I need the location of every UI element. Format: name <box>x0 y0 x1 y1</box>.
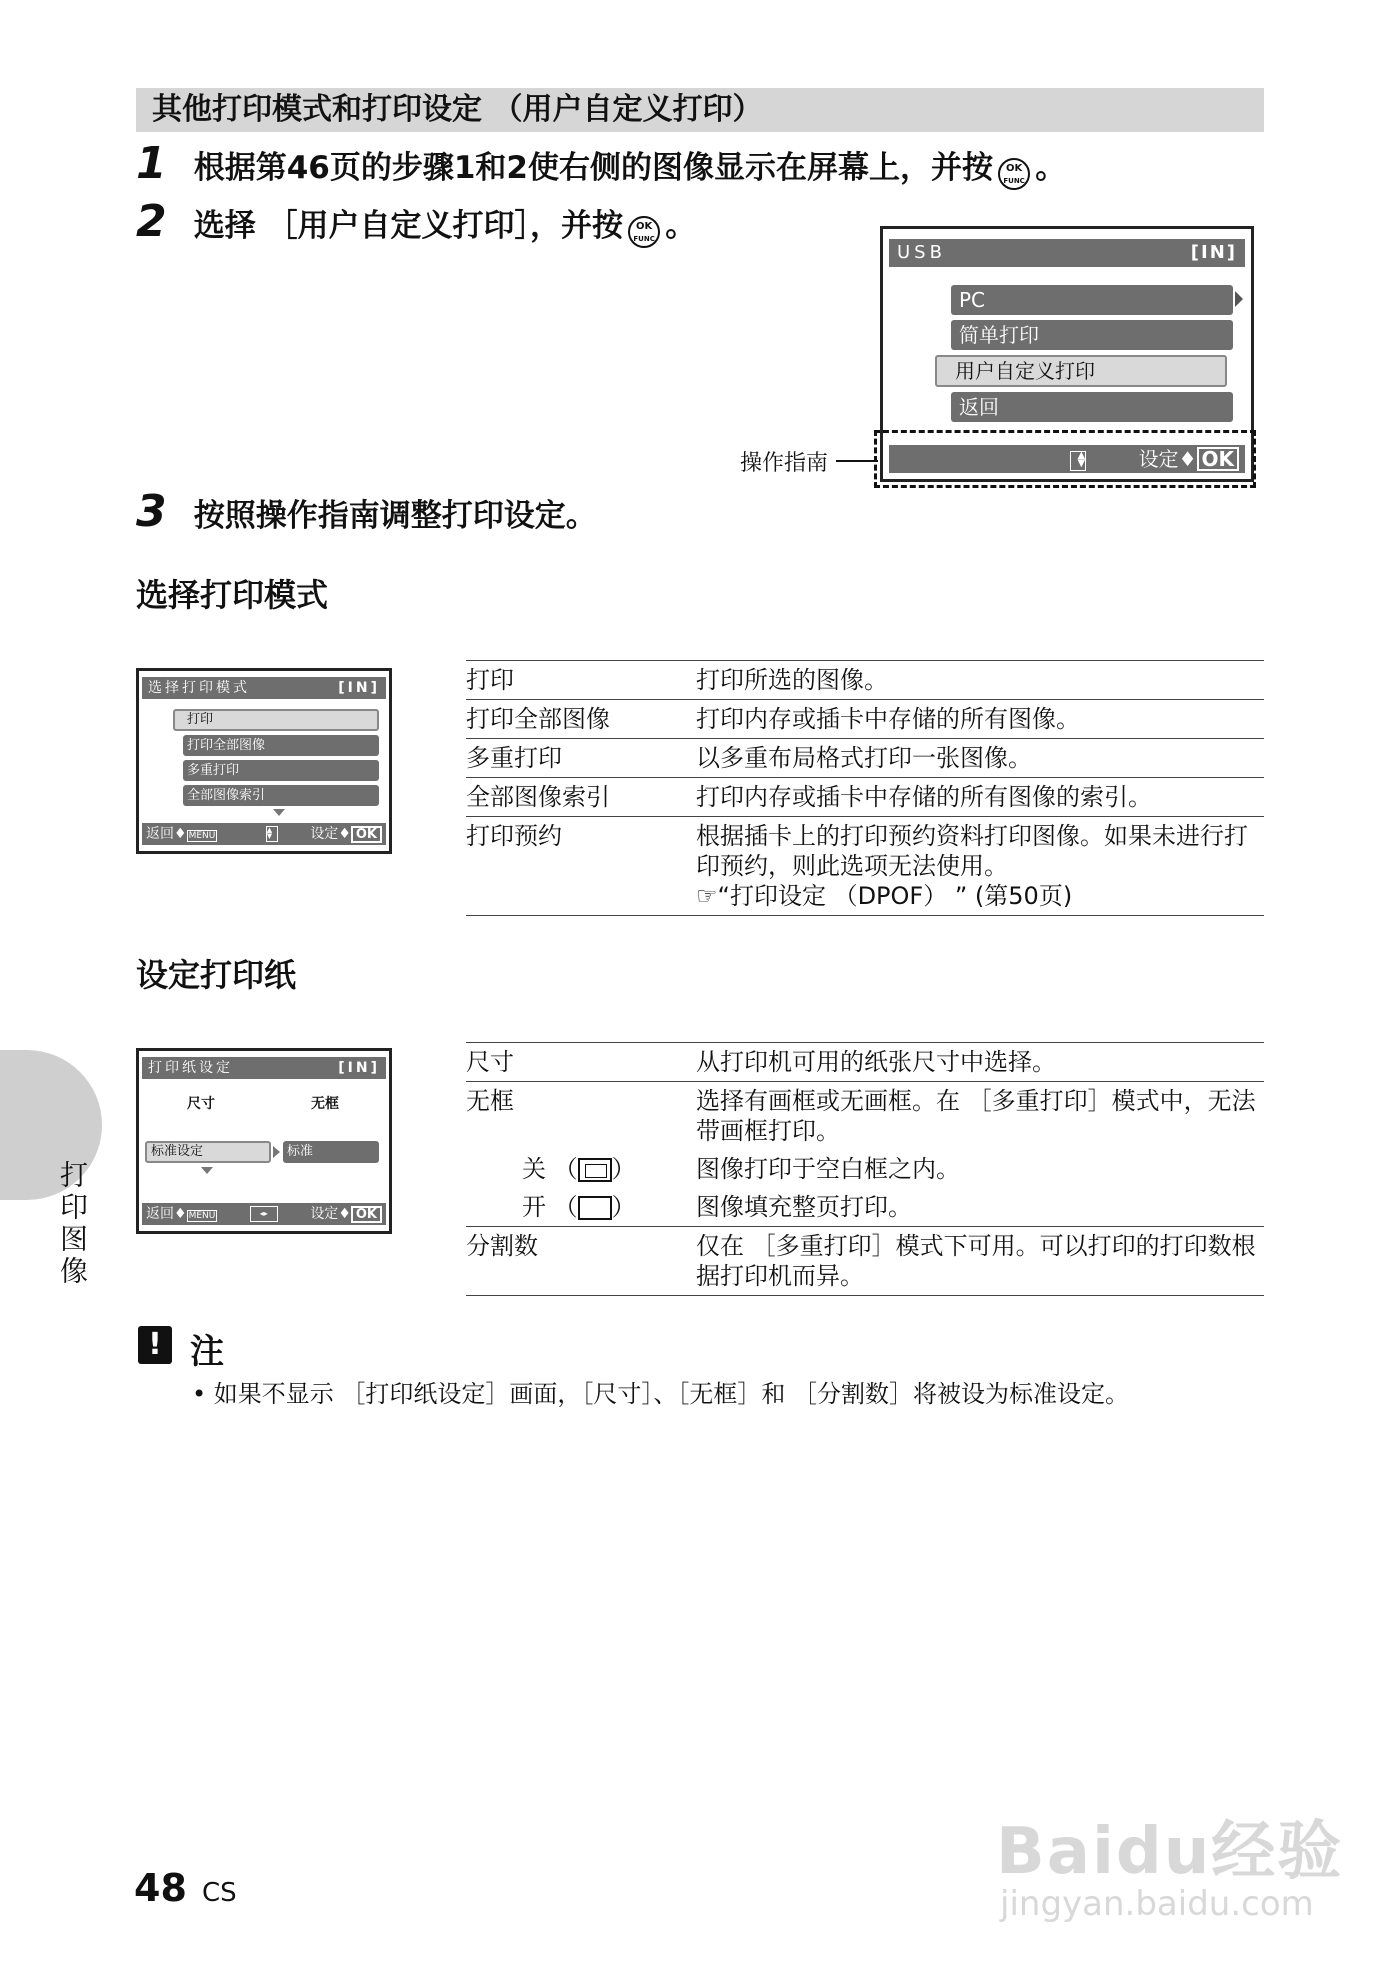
arrow-right-icon <box>273 1146 280 1158</box>
page-number: 48 <box>134 1866 187 1910</box>
table-row: 打印全部图像 打印内存或插卡中存储的所有图像。 <box>466 700 1264 739</box>
table-row: 多重打印 以多重布局格式打印一张图像。 <box>466 739 1264 778</box>
table-row: 全部图像索引 打印内存或插卡中存储的所有图像的索引。 <box>466 778 1264 817</box>
print-mode-table <box>466 660 1264 916</box>
menu-item-index-all[interactable]: 全部图像索引 <box>183 785 379 806</box>
table-row: 开 （ ） 图像填充整页打印。 <box>522 1193 912 1221</box>
scroll-down-icon <box>273 809 285 816</box>
up-down-icon: ▲ ▼ <box>266 826 278 842</box>
step-text: 根据第46页的步骤1和2使右侧的图像显示在屏幕上，并按 <box>193 150 993 186</box>
watermark-url: jingyan.baidu.com <box>1000 1884 1314 1924</box>
step-text: 选择 ［用户自定义打印］，并按 <box>193 208 624 244</box>
menu-item-pc[interactable]: PC <box>951 285 1233 315</box>
size-value[interactable]: 标准设定 <box>145 1141 271 1163</box>
scroll-down-icon <box>201 1167 213 1174</box>
caution-icon: ! <box>138 1326 172 1364</box>
arrow-right-icon <box>1235 291 1243 307</box>
borderless-column-label: 无框 <box>311 1096 339 1112</box>
framed-icon <box>578 1158 612 1182</box>
size-column-label: 尺寸 <box>187 1096 215 1112</box>
memory-indicator: [IN] <box>338 1060 380 1076</box>
screen-title: 选择打印模式 <box>148 680 250 696</box>
borderless-icon <box>578 1196 612 1220</box>
print-mode-heading: 选择打印模式 <box>136 576 329 614</box>
step-3 <box>136 486 597 537</box>
table-row: 打印 打印所选的图像。 <box>466 661 1264 700</box>
paper-setting-screen: 打印纸设定 [IN] 尺寸 无框 标准设定 标准 返回♦ MENU ◂▸ 设定♦ OK <box>136 1048 392 1234</box>
chapter-label: 打印图像 <box>56 1160 89 1288</box>
guide-leader-line <box>836 460 878 462</box>
screen-title-bar <box>889 239 1245 267</box>
menu-item-print-all[interactable]: 打印全部图像 <box>183 735 379 756</box>
menu-item-back[interactable]: 返回 <box>951 392 1233 422</box>
table-row: 分割数 仅在 ［多重打印］模式下可用。可以打印的打印数根据打印机而异。 <box>466 1227 1264 1296</box>
up-down-icon: ▲ ▼ <box>1070 451 1086 471</box>
step-1: 1 根据第46页的步骤1和2使右侧的图像显示在屏幕上，并按 OK FUNC 。 <box>136 138 1067 189</box>
screen-title: 打印纸设定 <box>148 1060 233 1076</box>
four-way-icon: ◂▸ <box>250 1206 278 1222</box>
table-row: 关 （ ） 图像打印于空白框之内。 <box>522 1155 960 1183</box>
print-mode-screen: 选择打印模式 [IN] 打印 打印全部图像 多重打印 全部图像索引 返回♦ MENU ▲ ▼ 设定♦ OK <box>136 668 392 854</box>
memory-indicator: [IN] <box>338 680 380 696</box>
step-2: 2 选择 ［用户自定义打印］，并按 OK FUNC 。 <box>136 196 697 247</box>
ok-func-icon: OK FUNC <box>628 216 660 248</box>
step-number: 1 <box>136 138 167 189</box>
section-title: 其他打印模式和打印设定 （用户自定义打印） <box>136 88 1264 132</box>
table-row: 尺寸 从打印机可用的纸张尺寸中选择。 <box>466 1043 1264 1082</box>
page-reference[interactable]: “打印设定 （DPOF） ” (第50页) <box>717 882 1073 910</box>
menu-item-multi-print[interactable]: 多重打印 <box>183 760 379 781</box>
borderless-value[interactable]: 标准 <box>283 1141 379 1163</box>
guide-highlight-frame <box>874 430 1256 488</box>
note-bullet: • 如果不显示 ［打印纸设定］画面，［尺寸］、［无框］和 ［分割数］将被设为标准设定。 <box>192 1380 1130 1408</box>
note-title: 注 <box>190 1332 224 1372</box>
reference-hand-icon: ☞ <box>696 882 718 910</box>
menu-item-easy-print[interactable]: 简单打印 <box>951 320 1233 350</box>
table-row: 无框 选择有画框或无画框。在 ［多重打印］模式中，无法带画框打印。 <box>466 1082 1264 1151</box>
step-text: 按照操作指南调整打印设定。 <box>193 498 597 534</box>
menu-item-print[interactable]: 打印 <box>173 709 379 731</box>
page-language: CS <box>202 1878 237 1908</box>
step-number: 2 <box>136 196 167 247</box>
menu-item-custom-print[interactable]: 用户自定义打印 <box>935 355 1227 387</box>
step-number: 3 <box>136 486 167 537</box>
screen-title: USB <box>897 242 946 263</box>
paper-heading: 设定打印纸 <box>136 956 297 994</box>
memory-indicator: [IN] <box>1190 242 1237 263</box>
table-row: 打印预约 根据插卡上的打印预约资料打印图像。如果未进行打印预约，则此选项无法使用。 ☞“打印设定 （DPOF） ” (第50页) <box>466 817 1264 916</box>
paper-table <box>466 1042 1264 1296</box>
watermark-logo: Baidu经验 <box>996 1815 1344 1889</box>
guide-label: 操作指南 <box>740 451 829 476</box>
operation-guide-bar: ▲ ▼ 设定♦ OK <box>889 445 1245 473</box>
ok-func-icon: OK FUNC <box>998 158 1030 190</box>
